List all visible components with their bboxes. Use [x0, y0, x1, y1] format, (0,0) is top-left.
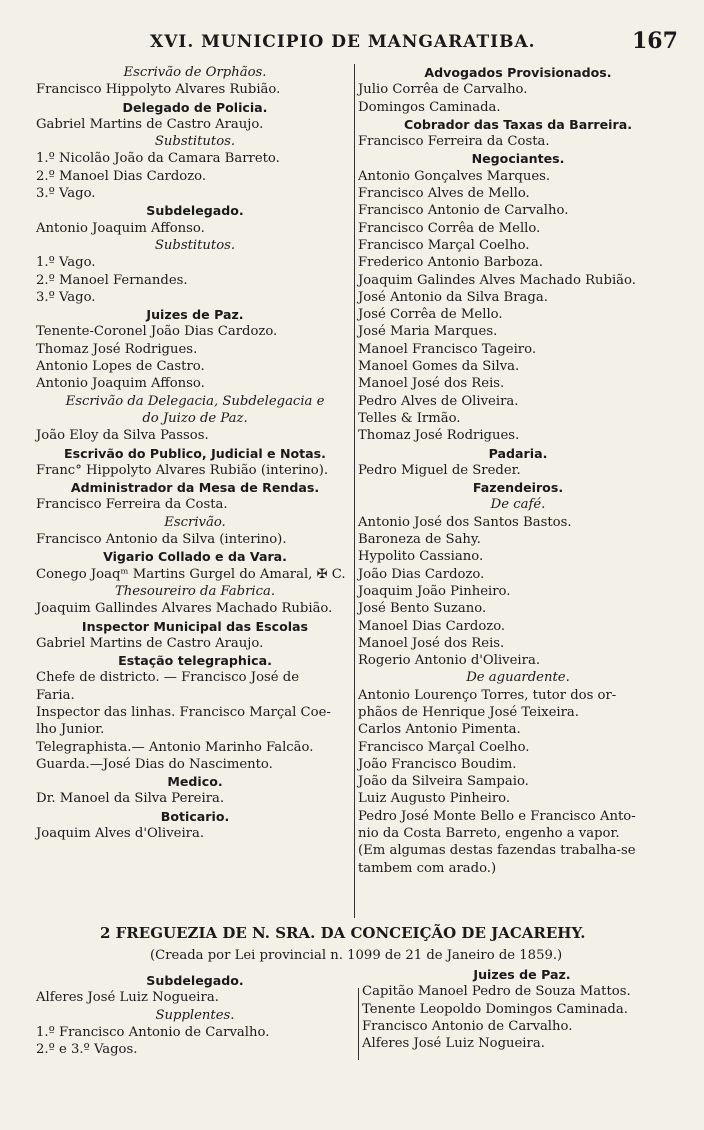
section-heading: Administrador da Mesa de Rendas. [70, 480, 320, 496]
text-line: João Francisco Boudim. [358, 756, 517, 772]
text-line: Chefe de districto. — Francisco José de [36, 670, 300, 686]
section-heading: Medico. [167, 774, 223, 790]
text-line: Francisco Ferreira da Costa. [358, 134, 550, 150]
text-line: João Dias Cardozo. [358, 566, 485, 582]
text-line: Manoel Dias Cardozo. [358, 618, 506, 634]
text-line: Capitão Manoel Pedro de Souza Mattos. [362, 984, 631, 1000]
text-line: José Maria Marques. [358, 324, 498, 340]
text-line: 2.º Manoel Dias Cardozo. [36, 168, 207, 184]
text-line: Francisco Antonio de Carvalho. [362, 1018, 573, 1034]
text-line: Pedro Miguel de Sreder. [358, 462, 521, 478]
text-line: 1.º Francisco Antonio de Carvalho. [36, 1024, 270, 1040]
right-column [358, 64, 678, 877]
section-2-right-column [362, 966, 682, 1052]
section-heading: Boticario. [160, 808, 230, 824]
page-number: 167 [632, 28, 678, 54]
page-header [0, 28, 704, 56]
section-heading: Padaria. [488, 445, 548, 461]
left-column [36, 64, 354, 842]
subheading: do Juizo de Paz. [142, 410, 248, 426]
section-2-left-column [36, 972, 354, 1058]
text-line: Conego Joaqᵐ Martins Gurgel do Amaral, ✠ C. [36, 566, 346, 582]
text-line: Francisco Corrêa de Mello. [358, 220, 541, 236]
text-line: Hypolito Cassiano. [358, 549, 484, 565]
text-line: Antonio Joaquim Affonso. [36, 220, 205, 236]
section-heading: Inspector Municipal das Escolas [81, 618, 309, 634]
column-divider [354, 64, 355, 918]
text-line: Joaquim Alves d'Oliveira. [36, 826, 205, 842]
text-line: Manoel José dos Reis. [358, 376, 505, 392]
text-line: Joaquim João Pinheiro. [358, 583, 511, 599]
subheading: Substitutos. [154, 134, 236, 150]
text-line: Francisco Ferreira da Costa. [36, 497, 228, 513]
text-line: Gabriel Martins de Castro Araujo. [36, 116, 264, 132]
text-line: Manoel Gomes da Silva. [358, 359, 520, 375]
subheading: Substitutos. [154, 237, 236, 253]
section-heading: Subdelegado. [146, 973, 244, 988]
text-line: Gabriel Martins de Castro Araujo. [36, 635, 264, 651]
text-line: Francisco Antonio de Carvalho. [358, 203, 569, 219]
text-line: Thomaz José Rodrigues. [358, 428, 520, 444]
text-line: Antonio Lopes de Castro. [36, 359, 205, 375]
text-line: João da Silveira Sampaio. [358, 774, 529, 790]
text-line: Inspector das linhas. Francisco Marçal Coe- [36, 704, 331, 720]
text-line: Carlos Antonio Pimenta. [358, 722, 521, 738]
text-line: phãos de Henrique José Teixeira. [358, 704, 579, 720]
subheading: Thesoureiro da Fabrica. [114, 583, 276, 599]
subheading: De café. [490, 497, 546, 513]
text-line: José Corrêa de Mello. [358, 307, 503, 323]
text-line: Antonio Joaquim Affonso. [36, 376, 205, 392]
section-heading: Vigario Collado e da Vara. [103, 549, 287, 565]
text-line: João Eloy da Silva Passos. [36, 428, 209, 444]
text-line: Telegraphista.— Antonio Marinho Falcão. [36, 739, 314, 755]
text-line: José Antonio da Silva Braga. [358, 289, 548, 305]
text-line: Rogerio Antonio d'Oliveira. [358, 653, 541, 669]
text-line: Guarda.—José Dias do Nascimento. [36, 756, 273, 772]
text-line: Francisco Marçal Coelho. [358, 237, 530, 253]
section-heading: Fazendeiros. [472, 480, 564, 496]
text-line: (Em algumas destas fazendas trabalha-se [358, 843, 636, 859]
section-heading: Escrivão do Publico, Judicial e Notas. [64, 445, 326, 461]
text-line: Tenente Leopoldo Domingos Caminada. [362, 1001, 628, 1017]
text-line: Faria. [36, 687, 75, 703]
text-line: Dr. Manoel da Silva Pereira. [36, 791, 225, 807]
section-2-note: (Creada por Lei provincial n. 1099 de 21 de Janeiro de 1859.) [150, 948, 563, 963]
text-line: 1.º Vago. [36, 255, 96, 271]
text-line: Francisco Hippolyto Alvares Rubião. [36, 82, 281, 98]
text-line: Domingos Caminada. [358, 99, 501, 115]
text-line: Manoel Francisco Tageiro. [358, 341, 537, 357]
text-line: Franc° Hippolyto Alvares Rubião (interino). [36, 462, 329, 478]
text-line: Frederico Antonio Barboza. [358, 255, 543, 271]
section-heading: Juizes de Paz. [473, 967, 571, 982]
page-title: XVI. MUNICIPIO DE MANGARATIBA. [150, 32, 536, 52]
subheading: De aguardente. [466, 670, 570, 686]
section-heading: Juizes de Paz. [146, 307, 244, 323]
subheading: Escrivão. [164, 514, 226, 530]
text-line: Alferes José Luiz Nogueira. [36, 990, 219, 1006]
text-line: Julio Corrêa de Carvalho. [358, 82, 528, 98]
text-line: nio da Costa Barreto, engenho a vapor. [358, 826, 620, 842]
section-2-title: 2 FREGUEZIA DE N. SRA. DA CONCEIÇÃO DE JACAREHY. [100, 924, 586, 942]
text-line: tambem com arado.) [358, 860, 497, 876]
text-line: Pedro Alves de Oliveira. [358, 393, 519, 409]
text-line: Alferes José Luiz Nogueira. [362, 1036, 545, 1052]
text-line: 2.º e 3.º Vagos. [36, 1042, 138, 1058]
text-line: Telles & Irmão. [358, 410, 461, 426]
section-heading: Estação telegraphica. [118, 653, 272, 669]
text-line: lho Junior. [36, 722, 105, 738]
text-line: 3.º Vago. [36, 186, 96, 202]
text-line: Francisco Antonio da Silva (interino). [36, 532, 287, 548]
subheading: Escrivão de Orphãos. [123, 65, 267, 80]
text-line: Thomaz José Rodrigues. [36, 341, 198, 357]
text-line: Pedro José Monte Bello e Francisco Anto- [358, 808, 636, 824]
text-line: Joaquim Gallindes Alvares Machado Rubião. [36, 601, 333, 617]
text-line: Manoel José dos Reis. [358, 635, 505, 651]
section-heading: Advogados Provisionados. [424, 65, 612, 80]
subheading: Escrivão da Delegacia, Subdelegacia e [65, 393, 325, 409]
text-line: Antonio José dos Santos Bastos. [358, 514, 572, 530]
text-line: Baroneza de Sahy. [358, 532, 481, 548]
text-line: Antonio Gonçalves Marques. [358, 168, 551, 184]
text-line: Luiz Augusto Pinheiro. [358, 791, 511, 807]
text-line: 2.º Manoel Fernandes. [36, 272, 188, 288]
text-line: Francisco Alves de Mello. [358, 186, 530, 202]
section-heading: Cobrador das Taxas da Barreira. [403, 116, 632, 132]
section-heading: Negociantes. [471, 151, 565, 167]
section-heading: Subdelegado. [146, 203, 244, 219]
subheading: Supplentes. [155, 1007, 235, 1023]
text-line: Francisco Marçal Coelho. [358, 739, 530, 755]
text-line: 1.º Nicolão João da Camara Barreto. [36, 151, 280, 167]
text-line: 3.º Vago. [36, 289, 96, 305]
text-line: Tenente-Coronel João Dias Cardozo. [36, 324, 278, 340]
section-heading: Delegado de Policia. [122, 99, 268, 115]
text-line: José Bento Suzano. [358, 601, 487, 617]
text-line: Joaquim Galindes Alves Machado Rubião. [358, 272, 636, 288]
section-2-divider [358, 988, 359, 1060]
text-line: Antonio Lourenço Torres, tutor dos or- [358, 687, 617, 703]
